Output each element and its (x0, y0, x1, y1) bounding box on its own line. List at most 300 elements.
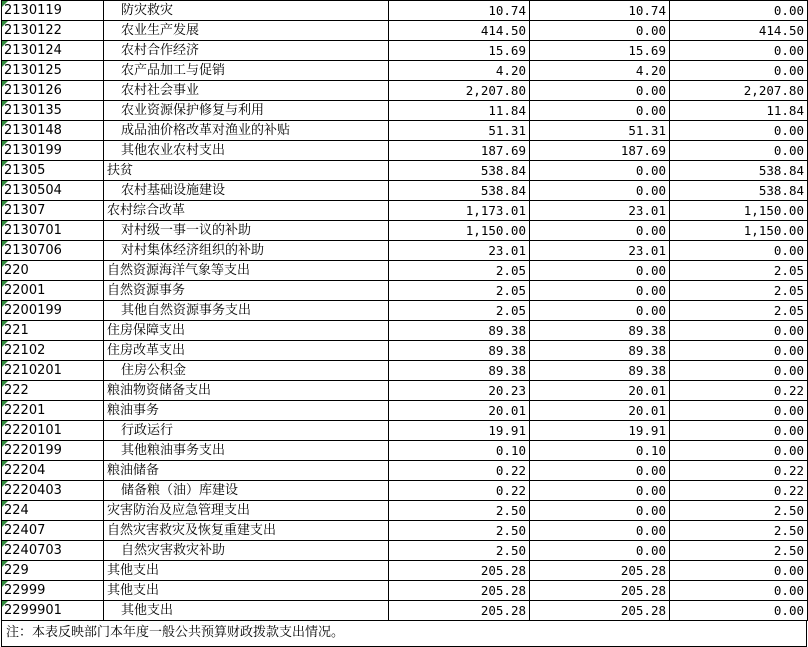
table-row[interactable] (2, 81, 808, 101)
code-text: 2220101 (4, 423, 62, 438)
code-cell[interactable] (2, 241, 104, 261)
code-text: 229 (4, 563, 29, 578)
item-name-cell[interactable] (104, 441, 389, 461)
total-text: 4.20 (495, 63, 526, 78)
total-text: 414.50 (480, 23, 526, 38)
project-expenditure-cell[interactable] (670, 221, 808, 241)
table-row[interactable] (2, 221, 808, 241)
basic-expenditure-cell[interactable] (530, 201, 670, 221)
item-name-cell[interactable] (104, 421, 389, 441)
code-cell[interactable] (2, 561, 104, 581)
item-name-text: 农村综合改革 (107, 203, 186, 218)
table-row[interactable] (2, 201, 808, 221)
project-expenditure-cell[interactable] (670, 61, 808, 81)
code-cell[interactable] (2, 541, 104, 561)
total-cell[interactable] (389, 61, 530, 81)
basic-expenditure-text: 187.69 (620, 143, 666, 158)
total-text: 538.84 (480, 183, 526, 198)
total-cell[interactable] (389, 401, 530, 421)
project-expenditure-cell[interactable] (670, 441, 808, 461)
item-name-cell[interactable] (104, 261, 389, 281)
total-cell[interactable] (389, 161, 530, 181)
code-cell[interactable] (2, 181, 104, 201)
project-expenditure-cell[interactable] (670, 361, 808, 381)
code-cell[interactable] (2, 381, 104, 401)
total-text: 2.50 (495, 543, 526, 558)
code-cell[interactable] (2, 261, 104, 281)
basic-expenditure-cell[interactable] (530, 41, 670, 61)
code-text: 2130148 (4, 123, 62, 138)
project-expenditure-text: 0.00 (773, 343, 804, 358)
project-expenditure-cell[interactable] (670, 41, 808, 61)
item-name-text: 对村级一事一议的补助 (121, 223, 252, 238)
project-expenditure-cell[interactable] (670, 181, 808, 201)
total-text: 205.28 (480, 563, 526, 578)
basic-expenditure-cell[interactable] (530, 221, 670, 241)
project-expenditure-cell[interactable] (670, 261, 808, 281)
item-name-cell[interactable] (104, 301, 389, 321)
table-row[interactable] (2, 341, 808, 361)
project-expenditure-text: 0.22 (773, 463, 804, 478)
project-expenditure-text: 2.50 (773, 523, 804, 538)
basic-expenditure-cell[interactable] (530, 421, 670, 441)
basic-expenditure-cell[interactable] (530, 541, 670, 561)
basic-expenditure-cell[interactable] (530, 141, 670, 161)
basic-expenditure-cell[interactable] (530, 341, 670, 361)
item-name-text: 对村集体经济组织的补助 (121, 243, 265, 258)
code-cell[interactable] (2, 141, 104, 161)
item-name-cell[interactable] (104, 561, 389, 581)
project-expenditure-cell[interactable] (670, 461, 808, 481)
basic-expenditure-cell[interactable] (530, 301, 670, 321)
table-row[interactable] (2, 441, 808, 461)
project-expenditure-cell[interactable] (670, 281, 808, 301)
code-cell[interactable] (2, 301, 104, 321)
project-expenditure-cell[interactable] (670, 341, 808, 361)
item-name-text: 其他支出 (121, 603, 174, 618)
code-cell[interactable] (2, 21, 104, 41)
project-expenditure-text: 0.00 (773, 43, 804, 58)
total-cell[interactable] (389, 581, 530, 601)
project-expenditure-cell[interactable] (670, 381, 808, 401)
error-indicator-icon (2, 541, 8, 547)
total-text: 2.50 (495, 503, 526, 518)
item-name-cell[interactable] (104, 41, 389, 61)
item-name-cell[interactable] (104, 521, 389, 541)
item-name-cell[interactable] (104, 161, 389, 181)
item-name-text: 成品油价格改革对渔业的补贴 (121, 123, 291, 138)
code-text: 221 (4, 323, 29, 338)
item-name-cell[interactable] (104, 61, 389, 81)
total-cell[interactable] (389, 461, 530, 481)
basic-expenditure-text: 0.00 (635, 183, 666, 198)
project-expenditure-text: 0.00 (773, 403, 804, 418)
basic-expenditure-text: 23.01 (628, 203, 666, 218)
basic-expenditure-cell[interactable] (530, 121, 670, 141)
basic-expenditure-cell[interactable] (530, 281, 670, 301)
code-text: 222 (4, 383, 29, 398)
basic-expenditure-cell[interactable] (530, 21, 670, 41)
code-cell[interactable] (2, 161, 104, 181)
total-text: 1,173.01 (465, 203, 526, 218)
total-text: 0.10 (495, 443, 526, 458)
project-expenditure-text: 538.84 (758, 163, 804, 178)
basic-expenditure-cell[interactable] (530, 161, 670, 181)
project-expenditure-cell[interactable] (670, 321, 808, 341)
total-text: 20.01 (488, 403, 526, 418)
code-cell[interactable] (2, 401, 104, 421)
project-expenditure-text: 2.50 (773, 543, 804, 558)
table-row[interactable] (2, 121, 808, 141)
total-text: 15.69 (488, 43, 526, 58)
table-row[interactable] (2, 481, 808, 501)
basic-expenditure-cell[interactable] (530, 361, 670, 381)
error-indicator-icon (2, 561, 8, 567)
code-cell[interactable] (2, 421, 104, 441)
project-expenditure-cell[interactable] (670, 141, 808, 161)
table-row[interactable] (2, 541, 808, 561)
project-expenditure-cell[interactable] (670, 601, 808, 621)
item-name-text: 农业生产发展 (121, 23, 200, 38)
basic-expenditure-text: 0.00 (635, 463, 666, 478)
code-text: 2130119 (4, 3, 62, 18)
item-name-text: 其他粮油事务支出 (121, 443, 226, 458)
total-cell[interactable] (389, 601, 530, 621)
basic-expenditure-cell[interactable] (530, 581, 670, 601)
project-expenditure-text: 0.00 (773, 123, 804, 138)
table-row[interactable] (2, 181, 808, 201)
item-name-cell[interactable] (104, 601, 389, 621)
total-cell[interactable] (389, 441, 530, 461)
code-cell[interactable] (2, 441, 104, 461)
total-cell[interactable] (389, 21, 530, 41)
total-cell[interactable] (389, 141, 530, 161)
code-cell[interactable] (2, 61, 104, 81)
project-expenditure-text: 0.00 (773, 583, 804, 598)
code-cell[interactable] (2, 81, 104, 101)
total-cell[interactable] (389, 361, 530, 381)
table-row[interactable] (2, 261, 808, 281)
project-expenditure-cell[interactable] (670, 501, 808, 521)
project-expenditure-cell[interactable] (670, 301, 808, 321)
total-cell[interactable] (389, 521, 530, 541)
item-name-cell[interactable] (104, 221, 389, 241)
item-name-cell[interactable] (104, 461, 389, 481)
project-expenditure-cell[interactable] (670, 161, 808, 181)
total-cell[interactable] (389, 121, 530, 141)
project-expenditure-text: 0.22 (773, 483, 804, 498)
code-cell[interactable] (2, 501, 104, 521)
item-name-cell[interactable] (104, 581, 389, 601)
code-cell[interactable] (2, 461, 104, 481)
code-text: 2130125 (4, 63, 62, 78)
item-name-cell[interactable] (104, 1, 389, 21)
code-text: 2130199 (4, 143, 62, 158)
code-text: 22201 (4, 403, 46, 418)
project-expenditure-cell[interactable] (670, 421, 808, 441)
item-name-text: 储备粮（油）库建设 (121, 483, 239, 498)
expenditure-table (1, 0, 808, 621)
code-cell[interactable] (2, 341, 104, 361)
total-cell[interactable] (389, 281, 530, 301)
error-indicator-icon (2, 281, 8, 287)
table-row[interactable] (2, 101, 808, 121)
basic-expenditure-text: 89.38 (628, 363, 666, 378)
item-name-text: 自然灾害救灾补助 (121, 543, 226, 558)
project-expenditure-cell[interactable] (670, 581, 808, 601)
code-cell[interactable] (2, 1, 104, 21)
total-text: 89.38 (488, 343, 526, 358)
basic-expenditure-cell[interactable] (530, 401, 670, 421)
basic-expenditure-cell[interactable] (530, 181, 670, 201)
total-cell[interactable] (389, 301, 530, 321)
total-text: 10.74 (488, 3, 526, 18)
table-row[interactable] (2, 521, 808, 541)
code-cell[interactable] (2, 41, 104, 61)
basic-expenditure-text: 0.00 (635, 483, 666, 498)
project-expenditure-cell[interactable] (670, 521, 808, 541)
project-expenditure-text: 1,150.00 (743, 223, 804, 238)
project-expenditure-cell[interactable] (670, 81, 808, 101)
table-row[interactable] (2, 601, 808, 621)
code-cell[interactable] (2, 101, 104, 121)
code-text: 2130706 (4, 243, 62, 258)
basic-expenditure-cell[interactable] (530, 321, 670, 341)
basic-expenditure-cell[interactable] (530, 441, 670, 461)
project-expenditure-cell[interactable] (670, 541, 808, 561)
code-text: 2130126 (4, 83, 62, 98)
basic-expenditure-text: 0.00 (635, 163, 666, 178)
code-cell[interactable] (2, 521, 104, 541)
total-cell[interactable] (389, 541, 530, 561)
total-cell[interactable] (389, 321, 530, 341)
total-cell[interactable] (389, 201, 530, 221)
code-text: 224 (4, 503, 29, 518)
item-name-cell[interactable] (104, 121, 389, 141)
basic-expenditure-text: 20.01 (628, 383, 666, 398)
total-cell[interactable] (389, 381, 530, 401)
basic-expenditure-text: 89.38 (628, 323, 666, 338)
total-text: 2.05 (495, 303, 526, 318)
total-cell[interactable] (389, 341, 530, 361)
table-footnote: 注：本表反映部门本年度一般公共预算财政拨款支出情况。 (1, 620, 807, 647)
total-cell[interactable] (389, 1, 530, 21)
basic-expenditure-text: 205.28 (620, 563, 666, 578)
item-name-text: 住房改革支出 (107, 343, 186, 358)
table-row[interactable] (2, 301, 808, 321)
project-expenditure-text: 0.00 (773, 423, 804, 438)
project-expenditure-text: 0.00 (773, 3, 804, 18)
item-name-cell[interactable] (104, 141, 389, 161)
basic-expenditure-cell[interactable] (530, 601, 670, 621)
basic-expenditure-text: 10.74 (628, 3, 666, 18)
basic-expenditure-cell[interactable] (530, 61, 670, 81)
basic-expenditure-text: 205.28 (620, 583, 666, 598)
table-row[interactable] (2, 381, 808, 401)
item-name-cell[interactable] (104, 381, 389, 401)
error-indicator-icon (2, 21, 8, 27)
basic-expenditure-cell[interactable] (530, 1, 670, 21)
basic-expenditure-cell[interactable] (530, 241, 670, 261)
table-row[interactable] (2, 41, 808, 61)
table-row[interactable] (2, 21, 808, 41)
code-text: 2220403 (4, 483, 62, 498)
item-name-cell[interactable] (104, 501, 389, 521)
total-text: 187.69 (480, 143, 526, 158)
code-text: 2210201 (4, 363, 62, 378)
code-text: 220 (4, 263, 29, 278)
code-cell[interactable] (2, 601, 104, 621)
table-row[interactable] (2, 581, 808, 601)
total-cell[interactable] (389, 501, 530, 521)
error-indicator-icon (2, 601, 8, 607)
project-expenditure-cell[interactable] (670, 121, 808, 141)
error-indicator-icon (2, 581, 8, 587)
project-expenditure-cell[interactable] (670, 561, 808, 581)
total-cell[interactable] (389, 101, 530, 121)
error-indicator-icon (2, 521, 8, 527)
total-text: 11.84 (488, 103, 526, 118)
table-row[interactable] (2, 161, 808, 181)
code-cell[interactable] (2, 361, 104, 381)
total-text: 2.50 (495, 523, 526, 538)
code-cell[interactable] (2, 281, 104, 301)
basic-expenditure-cell[interactable] (530, 481, 670, 501)
project-expenditure-cell[interactable] (670, 1, 808, 21)
item-name-text: 防灾救灾 (121, 3, 174, 18)
total-text: 205.28 (480, 603, 526, 618)
total-cell[interactable] (389, 81, 530, 101)
basic-expenditure-text: 0.00 (635, 83, 666, 98)
project-expenditure-text: 0.00 (773, 443, 804, 458)
item-name-text: 农村社会事业 (121, 83, 200, 98)
code-text: 2299901 (4, 603, 62, 618)
basic-expenditure-cell[interactable] (530, 501, 670, 521)
code-cell[interactable] (2, 121, 104, 141)
basic-expenditure-cell[interactable] (530, 561, 670, 581)
basic-expenditure-text: 205.28 (620, 603, 666, 618)
code-cell[interactable] (2, 201, 104, 221)
item-name-text: 自然资源事务 (107, 283, 186, 298)
item-name-cell[interactable] (104, 401, 389, 421)
basic-expenditure-text: 23.01 (628, 243, 666, 258)
error-indicator-icon (2, 321, 8, 327)
project-expenditure-text: 0.00 (773, 563, 804, 578)
basic-expenditure-cell[interactable] (530, 461, 670, 481)
item-name-text: 扶贫 (107, 163, 134, 178)
item-name-cell[interactable] (104, 341, 389, 361)
project-expenditure-cell[interactable] (670, 201, 808, 221)
table-row[interactable] (2, 421, 808, 441)
item-name-cell[interactable] (104, 321, 389, 341)
error-indicator-icon (2, 101, 8, 107)
project-expenditure-text: 0.00 (773, 143, 804, 158)
item-name-cell[interactable] (104, 241, 389, 261)
total-cell[interactable] (389, 241, 530, 261)
project-expenditure-text: 1,150.00 (743, 203, 804, 218)
error-indicator-icon (2, 61, 8, 67)
total-cell[interactable] (389, 181, 530, 201)
basic-expenditure-cell[interactable] (530, 261, 670, 281)
item-name-cell[interactable] (104, 181, 389, 201)
project-expenditure-text: 2,207.80 (743, 83, 804, 98)
code-cell[interactable] (2, 321, 104, 341)
project-expenditure-text: 11.84 (766, 103, 804, 118)
project-expenditure-text: 2.05 (773, 303, 804, 318)
basic-expenditure-cell[interactable] (530, 101, 670, 121)
total-text: 20.23 (488, 383, 526, 398)
error-indicator-icon (2, 341, 8, 347)
basic-expenditure-text: 51.31 (628, 123, 666, 138)
project-expenditure-text: 0.00 (773, 363, 804, 378)
item-name-cell[interactable] (104, 101, 389, 121)
code-text: 2200199 (4, 303, 62, 318)
code-cell[interactable] (2, 221, 104, 241)
project-expenditure-cell[interactable] (670, 21, 808, 41)
total-cell[interactable] (389, 421, 530, 441)
table-row[interactable] (2, 501, 808, 521)
project-expenditure-cell[interactable] (670, 401, 808, 421)
basic-expenditure-text: 20.01 (628, 403, 666, 418)
item-name-text: 粮油储备 (107, 463, 160, 478)
error-indicator-icon (2, 121, 8, 127)
error-indicator-icon (2, 421, 8, 427)
total-cell[interactable] (389, 481, 530, 501)
basic-expenditure-text: 0.00 (635, 303, 666, 318)
item-name-cell[interactable] (104, 201, 389, 221)
item-name-cell[interactable] (104, 81, 389, 101)
basic-expenditure-cell[interactable] (530, 381, 670, 401)
table-row[interactable] (2, 361, 808, 381)
table-row[interactable] (2, 561, 808, 581)
total-cell[interactable] (389, 261, 530, 281)
code-text: 2130701 (4, 223, 62, 238)
project-expenditure-text: 2.05 (773, 263, 804, 278)
total-cell[interactable] (389, 561, 530, 581)
item-name-cell[interactable] (104, 361, 389, 381)
table-body (2, 1, 808, 621)
table-row[interactable] (2, 241, 808, 261)
code-cell[interactable] (2, 481, 104, 501)
table-row[interactable] (2, 461, 808, 481)
table-row[interactable] (2, 1, 808, 21)
table-row[interactable] (2, 321, 808, 341)
total-text: 23.01 (488, 243, 526, 258)
total-cell[interactable] (389, 41, 530, 61)
basic-expenditure-cell[interactable] (530, 521, 670, 541)
table-row[interactable] (2, 61, 808, 81)
code-cell[interactable] (2, 581, 104, 601)
project-expenditure-cell[interactable] (670, 101, 808, 121)
basic-expenditure-cell[interactable] (530, 81, 670, 101)
table-row[interactable] (2, 401, 808, 421)
table-row[interactable] (2, 141, 808, 161)
item-name-text: 自然灾害救灾及恢复重建支出 (107, 523, 277, 538)
error-indicator-icon (2, 201, 8, 207)
error-indicator-icon (2, 41, 8, 47)
error-indicator-icon (2, 221, 8, 227)
item-name-cell[interactable] (104, 21, 389, 41)
total-cell[interactable] (389, 221, 530, 241)
error-indicator-icon (2, 381, 8, 387)
item-name-text: 灾害防治及应急管理支出 (107, 503, 251, 518)
table-row[interactable] (2, 281, 808, 301)
item-name-cell[interactable] (104, 281, 389, 301)
project-expenditure-cell[interactable] (670, 481, 808, 501)
item-name-cell[interactable] (104, 541, 389, 561)
project-expenditure-cell[interactable] (670, 241, 808, 261)
item-name-cell[interactable] (104, 481, 389, 501)
